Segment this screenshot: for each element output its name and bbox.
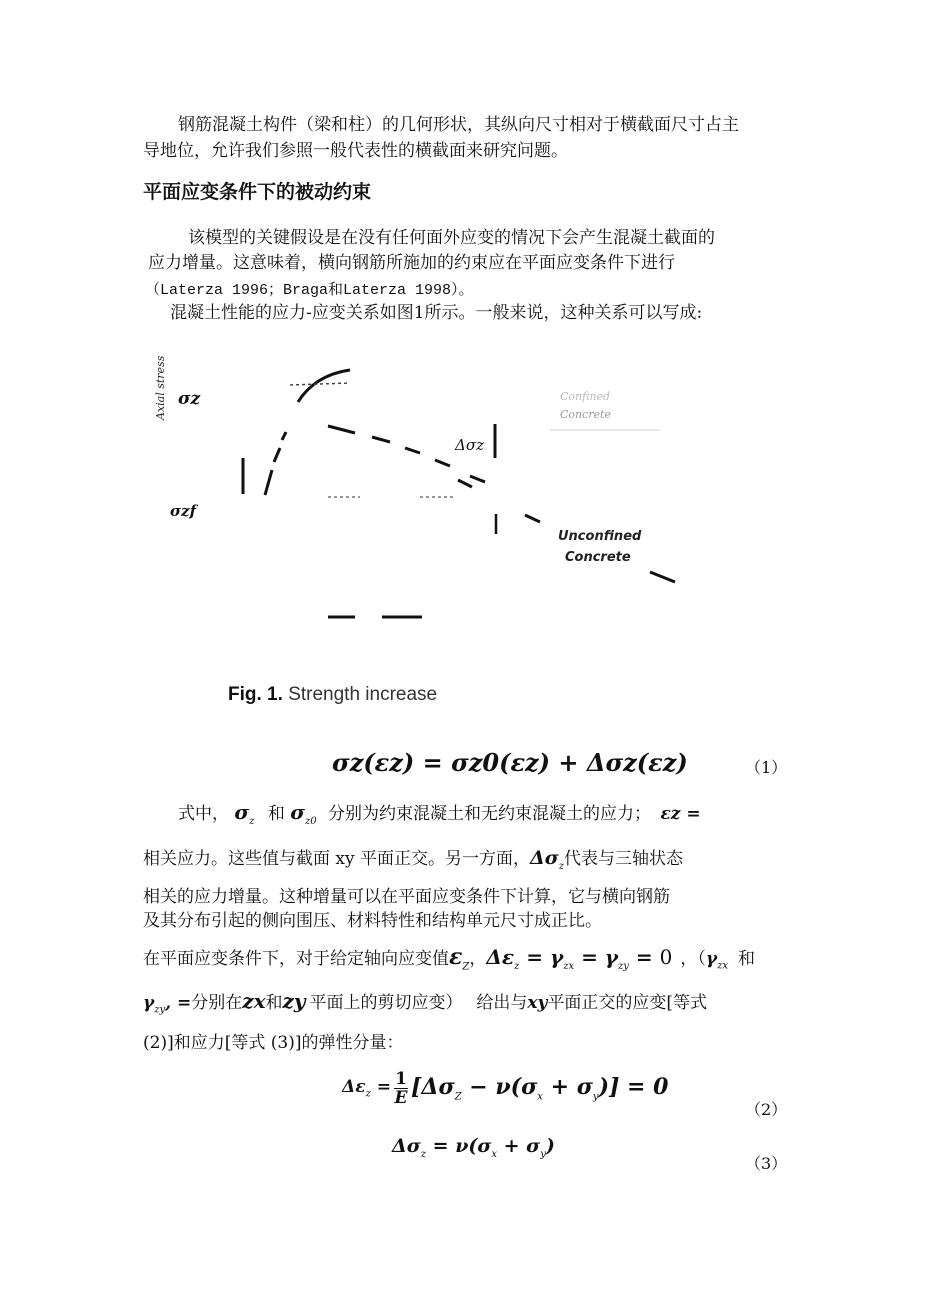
confined-label-2: Concrete	[560, 408, 611, 421]
equation-2-lhs: $\Delta\varepsilon_z$ =	[342, 1077, 391, 1100]
figure-caption	[228, 684, 437, 706]
intro-line-1: 钢筋混凝土构件（梁和柱）的几何形状，其纵向尺寸相对于横截面尺寸占主	[178, 115, 739, 135]
epsilon-z-equals: εz =	[660, 804, 701, 824]
explain-line-2-a: 相关应力。这些值与截面 xy 平面正交。另一方面，	[143, 849, 530, 869]
explain-line-1-prefix: 式中，	[178, 804, 229, 824]
para1-line-1: 该模型的关键假设是在没有任何面外应变的情况下会产生混凝土截面的	[188, 228, 715, 248]
explain-line-1	[178, 801, 701, 833]
explain-line-5-a: 在平面应变条件下，对于给定轴向应变值	[143, 949, 449, 969]
gamma-zy-symbol: $\gamma_{zy}$, =	[143, 993, 192, 1016]
confined-curve-descending	[328, 426, 485, 482]
section-heading: 平面应变条件下的被动约束	[143, 181, 372, 203]
zx-plane-symbol: zx	[242, 989, 266, 1013]
unconfined-curve	[525, 515, 675, 582]
equation-2-number: （2）	[745, 1100, 788, 1119]
axis-label: Axial stress	[154, 355, 167, 420]
explain-line-6-a: 分别在	[191, 993, 243, 1013]
intro-line-2: 导地位，允许我们参照一般代表性的横截面来研究问题。	[143, 141, 568, 161]
sigma-z0-symbol: $\sigma_{z0}$	[290, 800, 317, 827]
explain-line-2	[143, 847, 683, 878]
equation-2-fraction	[394, 1070, 408, 1107]
unconfined-label-1: Unconfined	[558, 529, 642, 544]
epsilon-Z-symbol: $\varepsilon_Z$	[449, 944, 470, 973]
equation-2	[342, 1070, 668, 1107]
para1-line-3: （Laterza 1996；Braga和Laterza 1998）。	[145, 282, 474, 299]
zy-plane-symbol: zy	[282, 989, 306, 1013]
explain-line-5-sep: ，	[469, 949, 487, 969]
unconfined-label-2: Concrete	[565, 550, 631, 565]
figure-1	[150, 340, 710, 720]
sigma-zf-label: σzf	[170, 502, 197, 520]
sigma-z-symbol: $\sigma_z$	[234, 800, 255, 827]
explain-line-3: 相关的应力增量。这种增量可以在平面应变条件下计算，它与横向钢筋	[143, 887, 670, 907]
confined-curve-top-dash	[290, 383, 350, 385]
figure-caption-bold: Fig. 1.	[228, 684, 283, 705]
confined-curve-rise	[265, 432, 286, 495]
explain-line-7: (2)]和应力[等式 (3)]的弹性分量：	[143, 1033, 404, 1053]
equation-3: $\Delta\sigma_z = \nu(\sigma_x + \sigma_y)$	[392, 1135, 555, 1160]
figure-caption-text: Strength increase	[288, 684, 438, 705]
figure-1-plot	[150, 340, 710, 720]
equation-2-numerator: 1	[395, 1069, 407, 1089]
confined-curve-descending-tail	[458, 480, 472, 487]
delta-sigma-label: Δσz	[455, 436, 484, 454]
para1-line-2: 应力增量。这意味着，横向钢筋所施加的约束应在平面应变条件下进行	[148, 253, 675, 273]
explain-line-6-c: 平面上的剪切应变） 给出与	[309, 993, 528, 1013]
equation-2-denominator: E	[394, 1088, 408, 1108]
explain-line-6	[143, 990, 707, 1021]
explain-line-5-b: ，（	[680, 949, 706, 969]
explain-line-2-b: 代表与三轴状态	[564, 849, 684, 869]
explain-line-1-mid: 和	[267, 804, 285, 824]
gamma-zx-symbol: $\gamma_{zx}$	[705, 949, 728, 972]
equation-3-number: （3）	[745, 1154, 788, 1173]
explain-line-1-suffix: 分别为约束混凝土和无约束混凝土的应力；	[328, 804, 652, 824]
equation-2-bracket: $[\Delta\sigma_Z - \nu(\sigma_x + \sigma_y)] = 0$	[410, 1074, 669, 1103]
explain-line-5-c: 和	[738, 949, 755, 969]
equation-1: σz(εz) = σz0(εz) + Δσz(εz)	[332, 748, 688, 777]
xy-plane-symbol: xy	[527, 993, 548, 1013]
para2-line-1: 混凝土性能的应力-应变关系如图1所示。一般来说，这种关系可以写成:	[170, 303, 703, 323]
explain-line-6-b: 和	[265, 993, 283, 1013]
sigma-z-label: σz	[178, 389, 201, 409]
confined-curve-top	[298, 370, 350, 402]
delta-sigma-z-symbol: $\Delta\sigma_z$	[530, 847, 565, 872]
explain-line-6-d: 平面正交的应变[等式	[547, 993, 708, 1013]
explain-line-5	[143, 946, 755, 978]
plane-strain-zero: 0	[659, 945, 673, 969]
equation-1-number: （1）	[745, 758, 788, 777]
plane-strain-equation: $\Delta\varepsilon_z = \gamma_{zx} = \gamma_{zy}$ =	[486, 945, 660, 972]
explain-line-4: 及其分布引起的侧向围压、材料特性和结构单元尺寸成正比。	[143, 911, 602, 931]
confined-label-1: Confined	[560, 390, 611, 403]
